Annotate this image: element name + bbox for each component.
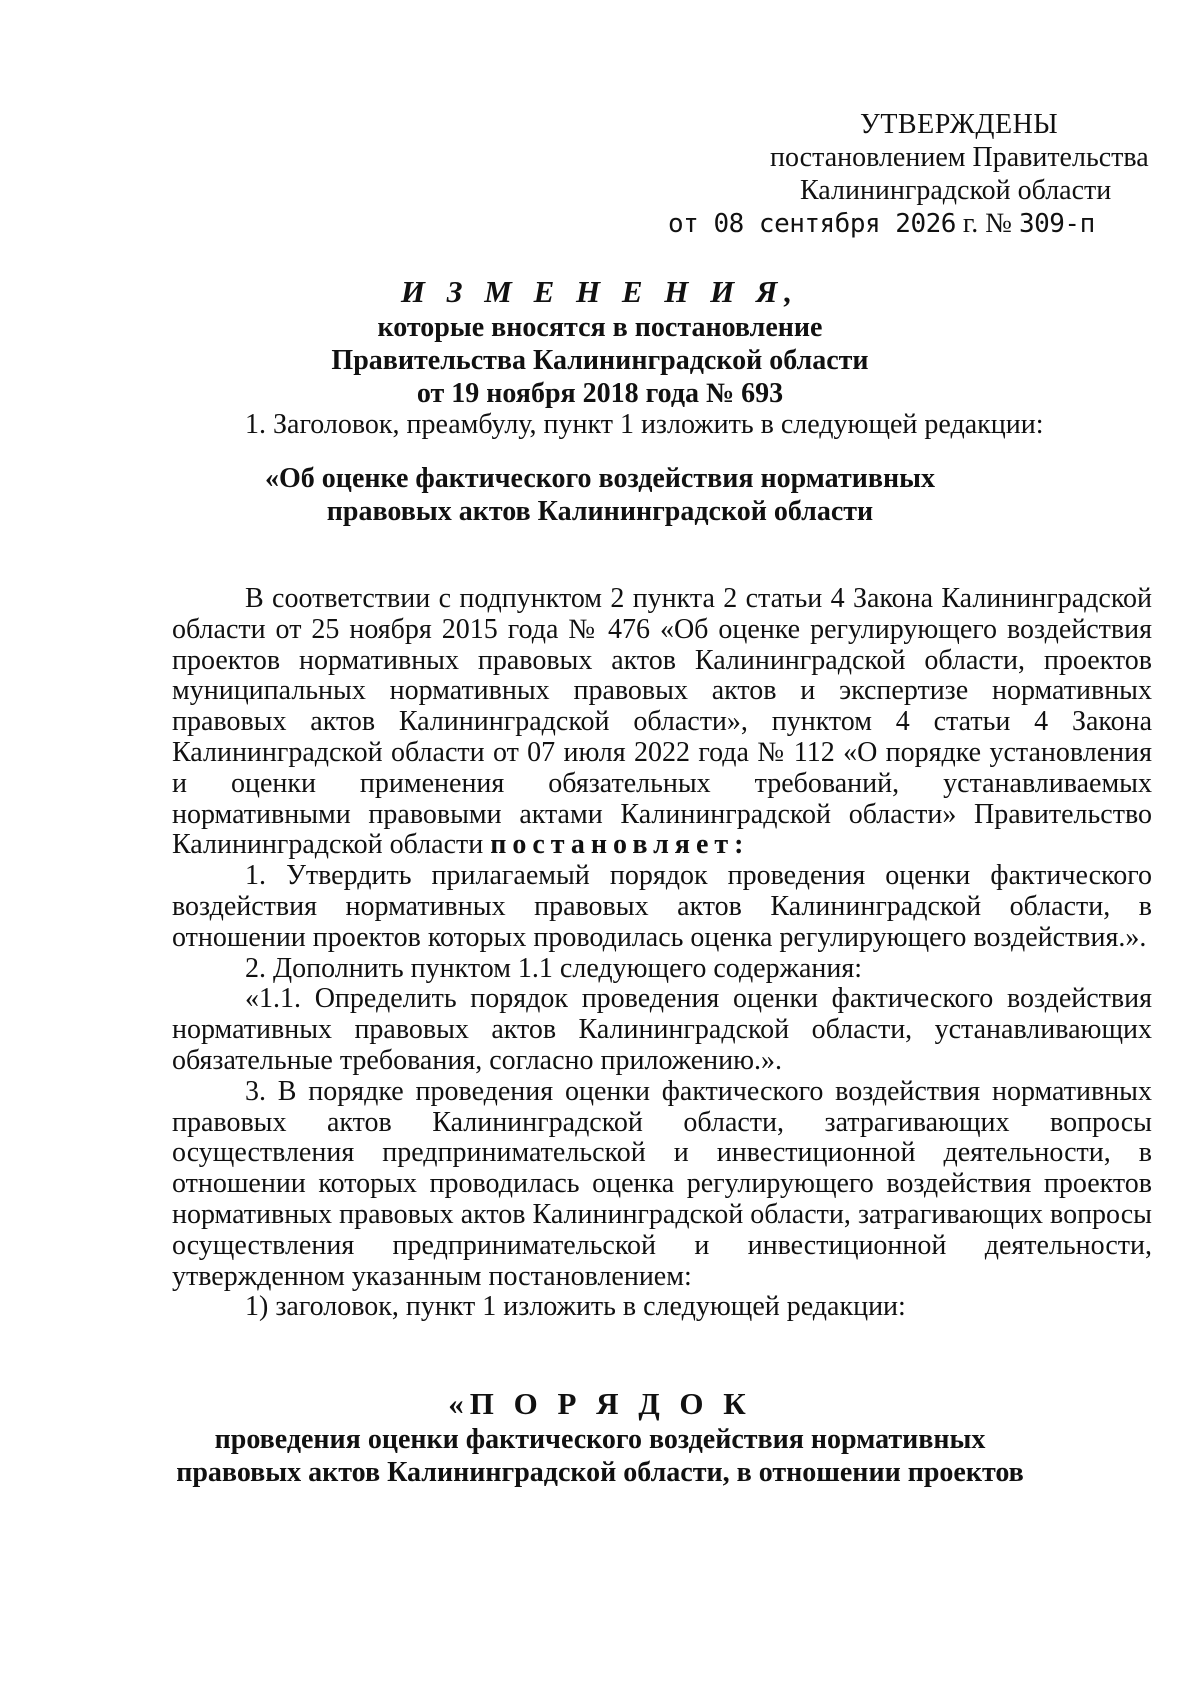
paragraph-5: 1) заголовок, пункт 1 изложить в следующей редакции: [245,1291,906,1323]
title-line-3: Правительства Калининградской области [331,345,869,376]
preamble-text: В соответствии с подпунктом 2 пункта 2 статьи 4 Закона Калининградской области от 25 ноября 2015 года № 476 «Об оценке регулирующего воздействия проектов нормативных правовых актов Калининградской области, проектов муниципальных нормативных правовых актов и экспертизе нормативных правовых актов Калининградской области», пунктом 4 статьи 4 Закона Калининградской области от 07 июля 2022 года № 112 «О порядке установления и оценки применения обязательных требований, устанавливаемых нормативными правовыми актами Калининградской области» Правительство Калининградской области [172,583,1152,861]
approval-date-separator: г. № [955,208,1019,239]
approval-number: 309-п [1018,209,1095,239]
order-heading-line-2: проведения оценки фактического воздействия нормативных [214,1424,986,1455]
order-heading [0,1385,1200,1489]
approval-line-region: Калининградской области [800,175,1112,206]
quoted-title-line-2: правовых актов Калининградской области [326,496,874,527]
paragraph-4: 3. В порядке проведения оценки фактического воздействия нормативных правовых актов Калининградской области, затрагивающих вопросы осуществления предпринимательской и инвестиционной деятельности, в отношении которых проводилась оценка регулирующего воздействия проектов нормативных правовых актов Калининградской области, затрагивающих вопросы осуществления предпринимательской и инвестиционной деятельности, утвержденном указанным постановлением: [172,1075,1152,1292]
approval-date-line [668,207,1138,241]
paragraph-1: 1. Утвердить прилагаемый порядок проведения оценки фактического воздействия нормативных правовых актов Калининградской области, в отношении проектов которых проводилась оценка регулирующего воздействия.». [172,860,1152,953]
approval-date: от 08 сентября 2026 [668,209,956,239]
item-1-intro-block [172,410,1152,441]
quoted-title [0,462,1200,528]
order-heading-line-3: правовых актов Калининградской области, в отношении проектов [176,1457,1024,1488]
approval-line-resolution: постановлением Правительства [770,142,1149,173]
decree-word: постановляет: [490,829,750,861]
title-line-2: которые вносятся в постановление [377,312,823,343]
preamble-paragraph [172,584,1152,861]
body-text [172,584,1152,1323]
quoted-title-line-1: «Об оценке фактического воздействия нормативных [265,463,935,494]
title-line-4: от 19 ноября 2018 года № 693 [416,378,784,409]
approval-block [668,108,1149,241]
paragraph-3: «1.1. Определить порядок проведения оценки фактического воздействия нормативных правовых актов Калининградской области, устанавливающих обязательные требования, согласно приложению.». [172,983,1152,1076]
paragraph-2: 2. Дополнить пунктом 1.1 следующего содержания: [245,952,863,984]
approval-title: УТВЕРЖДЕНЫ [860,109,1059,140]
title-changes-word: И З М Е Н Е Н И Я, [400,274,800,309]
document-title [0,273,1200,410]
item-1-intro: 1. Заголовок, преамбулу, пункт 1 изложить в следующей редакции: [245,409,1044,440]
order-heading-word: «П О Р Я Д О К [448,1386,752,1421]
